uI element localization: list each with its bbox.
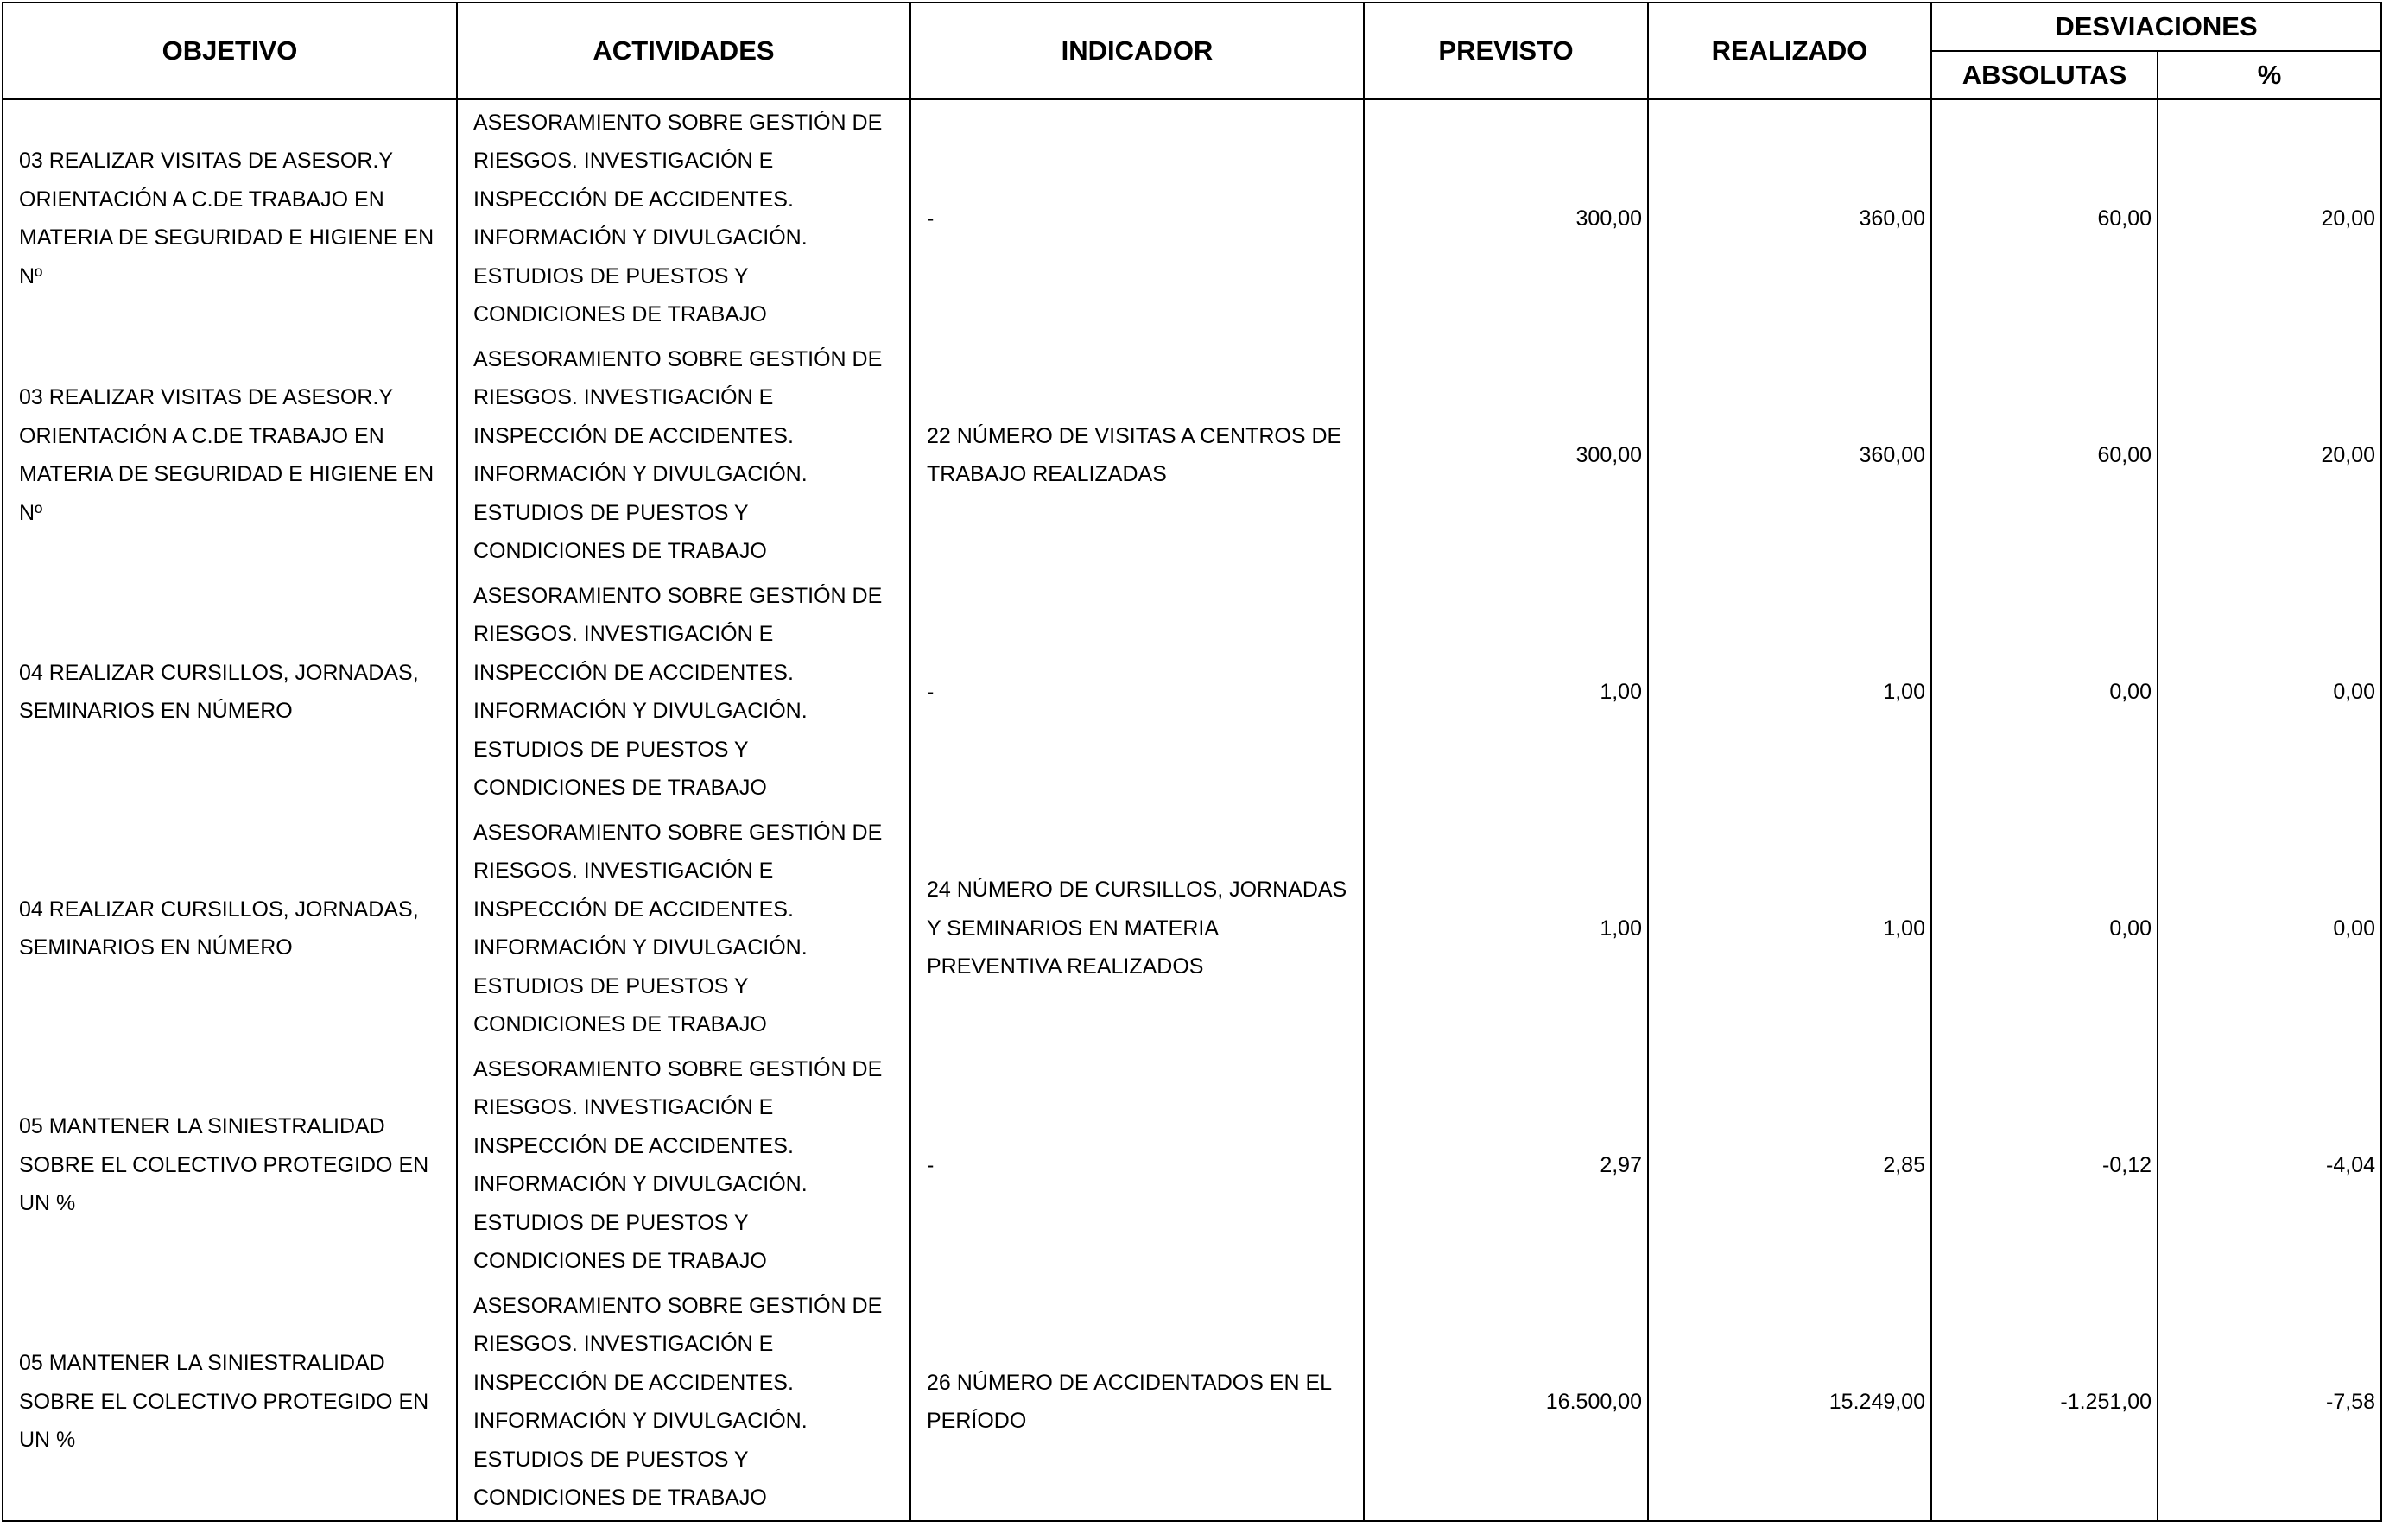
cell-objetivo: 03 REALIZAR VISITAS DE ASESOR.Y ORIENTACIÓN A C.DE TRABAJO EN MATERIA DE SEGURIDAD E HIGIENE EN Nº xyxy=(3,337,457,574)
cell-actividades: ASESORAMIENTO SOBRE GESTIÓN DE RIESGOS. INVESTIGACIÓN E INSPECCIÓN DE ACCIDENTES. INFORMACIÓN Y DIVULGACIÓN. ESTUDIOS DE PUESTOS Y CONDICIONES DE TRABAJO xyxy=(457,574,910,810)
results-table-container xyxy=(2,2,2380,1537)
cell-realizado: 360,00 xyxy=(1648,99,1931,337)
table-row xyxy=(3,574,2381,810)
cell-realizado: 15.249,00 xyxy=(1648,1283,1931,1521)
cell-previsto: 1,00 xyxy=(1364,574,1648,810)
cell-actividades: ASESORAMIENTO SOBRE GESTIÓN DE RIESGOS. INVESTIGACIÓN E INSPECCIÓN DE ACCIDENTES. INFORMACIÓN Y DIVULGACIÓN. ESTUDIOS DE PUESTOS Y CONDICIONES DE TRABAJO xyxy=(457,810,910,1047)
cell-porcentaje: 20,00 xyxy=(2158,337,2381,574)
cell-realizado: 2,85 xyxy=(1648,1047,1931,1283)
header-previsto: PREVISTO xyxy=(1364,3,1648,99)
cell-absolutas: 60,00 xyxy=(1931,337,2158,574)
table-row xyxy=(3,810,2381,1047)
objectives-results-table xyxy=(2,2,2382,1522)
cell-realizado: 1,00 xyxy=(1648,574,1931,810)
cell-absolutas: -1.251,00 xyxy=(1931,1283,2158,1521)
cell-absolutas: 60,00 xyxy=(1931,99,2158,337)
table-row xyxy=(3,1283,2381,1521)
table-row xyxy=(3,337,2381,574)
cell-previsto: 300,00 xyxy=(1364,99,1648,337)
cell-indicador: 22 NÚMERO DE VISITAS A CENTROS DE TRABAJO REALIZADAS xyxy=(910,337,1364,574)
cell-previsto: 300,00 xyxy=(1364,337,1648,574)
cell-absolutas: -0,12 xyxy=(1931,1047,2158,1283)
table-row xyxy=(3,1047,2381,1283)
cell-objetivo: 04 REALIZAR CURSILLOS, JORNADAS, SEMINARIOS EN NÚMERO xyxy=(3,574,457,810)
cell-porcentaje: -7,58 xyxy=(2158,1283,2381,1521)
cell-actividades: ASESORAMIENTO SOBRE GESTIÓN DE RIESGOS. INVESTIGACIÓN E INSPECCIÓN DE ACCIDENTES. INFORMACIÓN Y DIVULGACIÓN. ESTUDIOS DE PUESTOS Y CONDICIONES DE TRABAJO xyxy=(457,337,910,574)
header-objetivo: OBJETIVO xyxy=(3,3,457,99)
cell-objetivo: 03 REALIZAR VISITAS DE ASESOR.Y ORIENTACIÓN A C.DE TRABAJO EN MATERIA DE SEGURIDAD E HIGIENE EN Nº xyxy=(3,99,457,337)
cell-absolutas: 0,00 xyxy=(1931,810,2158,1047)
cell-actividades: ASESORAMIENTO SOBRE GESTIÓN DE RIESGOS. INVESTIGACIÓN E INSPECCIÓN DE ACCIDENTES. INFORMACIÓN Y DIVULGACIÓN. ESTUDIOS DE PUESTOS Y CONDICIONES DE TRABAJO xyxy=(457,1283,910,1521)
cell-absolutas: 0,00 xyxy=(1931,574,2158,810)
cell-previsto: 2,97 xyxy=(1364,1047,1648,1283)
cell-porcentaje: 0,00 xyxy=(2158,574,2381,810)
header-realizado: REALIZADO xyxy=(1648,3,1931,99)
cell-indicador: - xyxy=(910,99,1364,337)
cell-objetivo: 05 MANTENER LA SINIESTRALIDAD SOBRE EL COLECTIVO PROTEGIDO EN UN % xyxy=(3,1047,457,1283)
header-porcentaje: % xyxy=(2158,51,2381,99)
header-indicador: INDICADOR xyxy=(910,3,1364,99)
table-row xyxy=(3,99,2381,337)
cell-indicador: 26 NÚMERO DE ACCIDENTADOS EN EL PERÍODO xyxy=(910,1283,1364,1521)
cell-porcentaje: 0,00 xyxy=(2158,810,2381,1047)
cell-indicador: 24 NÚMERO DE CURSILLOS, JORNADAS Y SEMINARIOS EN MATERIA PREVENTIVA REALIZADOS xyxy=(910,810,1364,1047)
header-row xyxy=(3,3,2381,51)
cell-objetivo: 05 MANTENER LA SINIESTRALIDAD SOBRE EL COLECTIVO PROTEGIDO EN UN % xyxy=(3,1283,457,1521)
cell-porcentaje: -4,04 xyxy=(2158,1047,2381,1283)
cell-previsto: 1,00 xyxy=(1364,810,1648,1047)
cell-actividades: ASESORAMIENTO SOBRE GESTIÓN DE RIESGOS. INVESTIGACIÓN E INSPECCIÓN DE ACCIDENTES. INFORMACIÓN Y DIVULGACIÓN. ESTUDIOS DE PUESTOS Y CONDICIONES DE TRABAJO xyxy=(457,1047,910,1283)
cell-indicador: - xyxy=(910,1047,1364,1283)
header-absolutas: ABSOLUTAS xyxy=(1931,51,2158,99)
cell-previsto: 16.500,00 xyxy=(1364,1283,1648,1521)
header-actividades: ACTIVIDADES xyxy=(457,3,910,99)
cell-indicador: - xyxy=(910,574,1364,810)
cell-objetivo: 04 REALIZAR CURSILLOS, JORNADAS, SEMINARIOS EN NÚMERO xyxy=(3,810,457,1047)
cell-porcentaje: 20,00 xyxy=(2158,99,2381,337)
cell-realizado: 1,00 xyxy=(1648,810,1931,1047)
cell-realizado: 360,00 xyxy=(1648,337,1931,574)
header-desviaciones: DESVIACIONES xyxy=(1931,3,2381,51)
cell-actividades: ASESORAMIENTO SOBRE GESTIÓN DE RIESGOS. INVESTIGACIÓN E INSPECCIÓN DE ACCIDENTES. INFORMACIÓN Y DIVULGACIÓN. ESTUDIOS DE PUESTOS Y CONDICIONES DE TRABAJO xyxy=(457,99,910,337)
